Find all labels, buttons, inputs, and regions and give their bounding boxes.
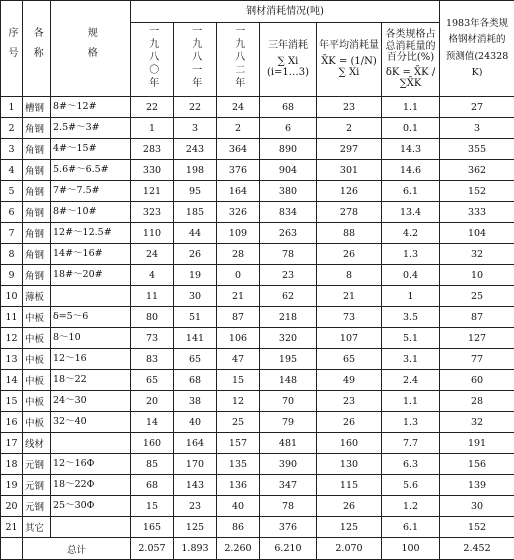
row-1980: 83 <box>131 349 174 370</box>
row-1982: 86 <box>217 517 260 538</box>
header-type <box>23 1 51 97</box>
row-seq: 3 <box>1 139 23 160</box>
row-forecast: 152 <box>440 181 514 202</box>
totals-1981: 1.893 <box>174 538 217 560</box>
row-forecast: 32 <box>440 412 514 433</box>
row-spec <box>51 286 131 307</box>
row-average: 26 <box>317 244 382 265</box>
row-seq: 20 <box>1 496 23 517</box>
table-row <box>1 160 514 181</box>
row-seq: 6 <box>1 202 23 223</box>
row-type: 其它 <box>23 517 51 538</box>
row-1981: 3 <box>174 118 217 139</box>
row-average: 26 <box>317 496 382 517</box>
row-1981: 51 <box>174 307 217 328</box>
row-1982: 28 <box>217 244 260 265</box>
table-row <box>1 97 514 118</box>
header-year-1981 <box>174 23 217 97</box>
row-three-year: 79 <box>260 412 317 433</box>
row-seq: 2 <box>1 118 23 139</box>
row-type: 中板 <box>23 370 51 391</box>
row-1980: 160 <box>131 433 174 454</box>
table-row <box>1 265 514 286</box>
row-percentage: 6.1 <box>382 181 440 202</box>
table-row <box>1 139 514 160</box>
row-spec: 32～40 <box>51 412 131 433</box>
table-row <box>1 454 514 475</box>
row-average: 301 <box>317 160 382 181</box>
row-percentage: 4.2 <box>382 223 440 244</box>
row-1980: 121 <box>131 181 174 202</box>
row-1982: 25 <box>217 412 260 433</box>
header-year-1981-text: 一九八一年 <box>189 25 201 90</box>
header-percentage <box>382 23 440 97</box>
row-1981: 23 <box>174 496 217 517</box>
row-1982: 364 <box>217 139 260 160</box>
table-row <box>1 202 514 223</box>
header-three-year <box>260 23 317 97</box>
row-average: 8 <box>317 265 382 286</box>
totals-forecast: 2.452 <box>440 538 514 560</box>
row-forecast: 10 <box>440 265 514 286</box>
row-1982: 87 <box>217 307 260 328</box>
row-1980: 14 <box>131 412 174 433</box>
row-type: 角钢 <box>23 118 51 139</box>
header-three-year-formula: ∑ Xi (i=1…3) <box>262 56 314 79</box>
row-type: 线材 <box>23 433 51 454</box>
row-forecast: 87 <box>440 307 514 328</box>
row-1980: 80 <box>131 307 174 328</box>
row-spec: 14#～16# <box>51 244 131 265</box>
row-1980: 283 <box>131 139 174 160</box>
row-1981: 30 <box>174 286 217 307</box>
row-1981: 125 <box>174 517 217 538</box>
row-1980: 11 <box>131 286 174 307</box>
row-1982: 136 <box>217 475 260 496</box>
row-type: 薄板 <box>23 286 51 307</box>
row-1981: 164 <box>174 433 217 454</box>
row-seq: 16 <box>1 412 23 433</box>
row-1982: 24 <box>217 97 260 118</box>
row-1981: 68 <box>174 370 217 391</box>
row-1980: 4 <box>131 265 174 286</box>
row-seq: 14 <box>1 370 23 391</box>
row-type: 槽钢 <box>23 97 51 118</box>
row-percentage: 14.6 <box>382 160 440 181</box>
header-year-1982 <box>217 23 260 97</box>
row-spec: 8#～10# <box>51 202 131 223</box>
table-row <box>1 286 514 307</box>
totals-average: 2.070 <box>317 538 382 560</box>
row-seq: 21 <box>1 517 23 538</box>
row-1981: 22 <box>174 97 217 118</box>
row-1981: 141 <box>174 328 217 349</box>
row-1981: 65 <box>174 349 217 370</box>
row-percentage: 3.1 <box>382 349 440 370</box>
table-row <box>1 118 514 139</box>
table-row <box>1 433 514 454</box>
row-1981: 243 <box>174 139 217 160</box>
row-forecast: 32 <box>440 244 514 265</box>
row-spec: 18～22Φ <box>51 475 131 496</box>
row-1981: 170 <box>174 454 217 475</box>
row-forecast: 333 <box>440 202 514 223</box>
row-1981: 185 <box>174 202 217 223</box>
row-forecast: 355 <box>440 139 514 160</box>
row-1981: 95 <box>174 181 217 202</box>
row-three-year: 218 <box>260 307 317 328</box>
row-spec: 18#～20# <box>51 265 131 286</box>
row-1980: 110 <box>131 223 174 244</box>
row-average: 65 <box>317 349 382 370</box>
row-percentage: 1.2 <box>382 496 440 517</box>
row-forecast: 104 <box>440 223 514 244</box>
header-spec <box>51 1 131 97</box>
row-forecast: 139 <box>440 475 514 496</box>
row-seq: 4 <box>1 160 23 181</box>
row-average: 107 <box>317 328 382 349</box>
row-forecast: 30 <box>440 496 514 517</box>
row-spec: 18～22 <box>51 370 131 391</box>
row-seq: 17 <box>1 433 23 454</box>
row-percentage: 1.1 <box>382 391 440 412</box>
row-1980: 65 <box>131 370 174 391</box>
row-average: 126 <box>317 181 382 202</box>
row-percentage: 7.7 <box>382 433 440 454</box>
row-seq: 13 <box>1 349 23 370</box>
row-average: 297 <box>317 139 382 160</box>
row-seq: 15 <box>1 391 23 412</box>
row-percentage: 3.5 <box>382 307 440 328</box>
row-spec: δ=5～6 <box>51 307 131 328</box>
row-spec: 24～30 <box>51 391 131 412</box>
row-1981: 26 <box>174 244 217 265</box>
row-1982: 40 <box>217 496 260 517</box>
row-spec: 2.5#～3# <box>51 118 131 139</box>
row-average: 26 <box>317 412 382 433</box>
row-1982: 2 <box>217 118 260 139</box>
header-avg-title: 年平均消耗量 <box>319 40 379 52</box>
row-average: 49 <box>317 370 382 391</box>
row-spec: 8～10 <box>51 328 131 349</box>
header-spec-text: 规格 <box>85 27 97 67</box>
row-1981: 38 <box>174 391 217 412</box>
totals-three-year: 6.210 <box>260 538 317 560</box>
row-average: 160 <box>317 433 382 454</box>
row-three-year: 376 <box>260 517 317 538</box>
row-forecast: 152 <box>440 517 514 538</box>
row-1980: 85 <box>131 454 174 475</box>
row-percentage: 0.1 <box>382 118 440 139</box>
row-1980: 323 <box>131 202 174 223</box>
table-row <box>1 349 514 370</box>
row-1981: 143 <box>174 475 217 496</box>
row-average: 88 <box>317 223 382 244</box>
header-pct-title: 各类规格占总消耗量的百分比(%) <box>384 29 437 64</box>
row-percentage: 6.3 <box>382 454 440 475</box>
header-forecast-text: 1983年各类规格钢材消耗的预测值(24328K) <box>446 18 508 77</box>
row-1982: 157 <box>217 433 260 454</box>
row-percentage: 14.3 <box>382 139 440 160</box>
row-seq: 5 <box>1 181 23 202</box>
header-annual-average <box>317 23 382 97</box>
row-percentage: 1.3 <box>382 244 440 265</box>
row-1980: 73 <box>131 328 174 349</box>
table-row <box>1 328 514 349</box>
header-year-1980-text: 一九八〇年 <box>146 25 158 90</box>
row-1982: 12 <box>217 391 260 412</box>
header-seq <box>1 1 23 97</box>
row-three-year: 78 <box>260 496 317 517</box>
row-percentage: 5.6 <box>382 475 440 496</box>
row-spec: 4#～15# <box>51 139 131 160</box>
header-pct-formula: δK = X̄K / ∑X̄K <box>384 67 437 90</box>
row-1982: 15 <box>217 370 260 391</box>
row-average: 73 <box>317 307 382 328</box>
row-type: 中板 <box>23 307 51 328</box>
row-percentage: 2.4 <box>382 370 440 391</box>
row-average: 278 <box>317 202 382 223</box>
row-seq: 12 <box>1 328 23 349</box>
row-three-year: 390 <box>260 454 317 475</box>
table-row <box>1 370 514 391</box>
row-percentage: 1.3 <box>382 412 440 433</box>
header-three-year-title: 三年消耗 <box>262 40 314 52</box>
row-forecast: 27 <box>440 97 514 118</box>
row-forecast: 60 <box>440 370 514 391</box>
row-type: 元钢 <box>23 475 51 496</box>
row-seq: 1 <box>1 97 23 118</box>
row-average: 23 <box>317 97 382 118</box>
row-average: 2 <box>317 118 382 139</box>
row-type: 角钢 <box>23 160 51 181</box>
row-forecast: 156 <box>440 454 514 475</box>
header-year-1982-text: 一九八二年 <box>232 25 244 90</box>
row-type: 角钢 <box>23 181 51 202</box>
row-spec: 5.6#～6.5# <box>51 160 131 181</box>
header-group-consumption <box>131 1 440 23</box>
header-forecast <box>440 1 514 97</box>
row-percentage: 5.1 <box>382 328 440 349</box>
header-group-text: 钢材消耗情况(吨) <box>246 6 324 17</box>
row-three-year: 6 <box>260 118 317 139</box>
header-type-text: 各称 <box>31 27 43 67</box>
row-three-year: 62 <box>260 286 317 307</box>
row-1981: 44 <box>174 223 217 244</box>
totals-percentage: 100 <box>382 538 440 560</box>
row-1980: 20 <box>131 391 174 412</box>
row-three-year: 481 <box>260 433 317 454</box>
header-seq-text: 序号 <box>6 27 17 67</box>
row-1980: 1 <box>131 118 174 139</box>
row-seq: 7 <box>1 223 23 244</box>
table-body <box>1 97 514 538</box>
row-spec: 7#～7.5# <box>51 181 131 202</box>
header-year-1980 <box>131 23 174 97</box>
row-type: 角钢 <box>23 244 51 265</box>
row-forecast: 3 <box>440 118 514 139</box>
row-forecast: 25 <box>440 286 514 307</box>
row-type: 角钢 <box>23 223 51 244</box>
row-1980: 24 <box>131 244 174 265</box>
table-row <box>1 496 514 517</box>
totals-label: 总计 <box>67 545 86 556</box>
row-average: 23 <box>317 391 382 412</box>
row-type: 角钢 <box>23 139 51 160</box>
row-spec: 12～16Φ <box>51 454 131 475</box>
row-forecast: 127 <box>440 328 514 349</box>
row-three-year: 890 <box>260 139 317 160</box>
row-average: 130 <box>317 454 382 475</box>
header-row-main <box>1 1 514 23</box>
row-average: 115 <box>317 475 382 496</box>
row-1982: 21 <box>217 286 260 307</box>
row-type: 元钢 <box>23 454 51 475</box>
row-spec: 25～30Φ <box>51 496 131 517</box>
row-1981: 40 <box>174 412 217 433</box>
row-1982: 164 <box>217 181 260 202</box>
row-three-year: 380 <box>260 181 317 202</box>
row-three-year: 904 <box>260 160 317 181</box>
row-seq: 9 <box>1 265 23 286</box>
totals-1980: 2.057 <box>131 538 174 560</box>
row-three-year: 70 <box>260 391 317 412</box>
row-1982: 326 <box>217 202 260 223</box>
row-1980: 22 <box>131 97 174 118</box>
row-1981: 19 <box>174 265 217 286</box>
table-row <box>1 391 514 412</box>
row-seq: 19 <box>1 475 23 496</box>
row-three-year: 347 <box>260 475 317 496</box>
row-three-year: 148 <box>260 370 317 391</box>
row-average: 125 <box>317 517 382 538</box>
row-three-year: 78 <box>260 244 317 265</box>
row-type: 角钢 <box>23 265 51 286</box>
row-percentage: 1.1 <box>382 97 440 118</box>
row-1980: 15 <box>131 496 174 517</box>
row-forecast: 362 <box>440 160 514 181</box>
row-spec: 12～16 <box>51 349 131 370</box>
row-1980: 165 <box>131 517 174 538</box>
row-seq: 18 <box>1 454 23 475</box>
row-seq: 8 <box>1 244 23 265</box>
row-spec: 12#～12.5# <box>51 223 131 244</box>
row-percentage: 13.4 <box>382 202 440 223</box>
row-1982: 109 <box>217 223 260 244</box>
table-row <box>1 307 514 328</box>
row-type: 元钢 <box>23 496 51 517</box>
row-1980: 330 <box>131 160 174 181</box>
row-seq: 11 <box>1 307 23 328</box>
row-type: 中板 <box>23 412 51 433</box>
totals-1982: 2.260 <box>217 538 260 560</box>
row-forecast: 28 <box>440 391 514 412</box>
row-type: 中板 <box>23 391 51 412</box>
row-three-year: 23 <box>260 265 317 286</box>
row-spec <box>51 433 131 454</box>
table-row <box>1 181 514 202</box>
row-seq: 10 <box>1 286 23 307</box>
table-row <box>1 475 514 496</box>
row-average: 21 <box>317 286 382 307</box>
row-percentage: 1 <box>382 286 440 307</box>
row-spec: 8#～12# <box>51 97 131 118</box>
row-percentage: 6.1 <box>382 517 440 538</box>
row-three-year: 263 <box>260 223 317 244</box>
row-type: 中板 <box>23 349 51 370</box>
table-row <box>1 244 514 265</box>
row-type: 中板 <box>23 328 51 349</box>
header-avg-formula: X̄K = (1/N) ∑ Xi <box>319 56 379 79</box>
row-percentage: 0.4 <box>382 265 440 286</box>
row-forecast: 191 <box>440 433 514 454</box>
table-row <box>1 412 514 433</box>
row-1982: 0 <box>217 265 260 286</box>
row-three-year: 195 <box>260 349 317 370</box>
table-row <box>1 517 514 538</box>
row-spec <box>51 517 131 538</box>
row-1982: 376 <box>217 160 260 181</box>
row-type: 角钢 <box>23 202 51 223</box>
row-1980: 68 <box>131 475 174 496</box>
row-three-year: 68 <box>260 97 317 118</box>
table-row <box>1 223 514 244</box>
row-1982: 135 <box>217 454 260 475</box>
row-1982: 106 <box>217 328 260 349</box>
row-three-year: 834 <box>260 202 317 223</box>
row-1981: 198 <box>174 160 217 181</box>
row-three-year: 320 <box>260 328 317 349</box>
row-1982: 47 <box>217 349 260 370</box>
row-forecast: 77 <box>440 349 514 370</box>
